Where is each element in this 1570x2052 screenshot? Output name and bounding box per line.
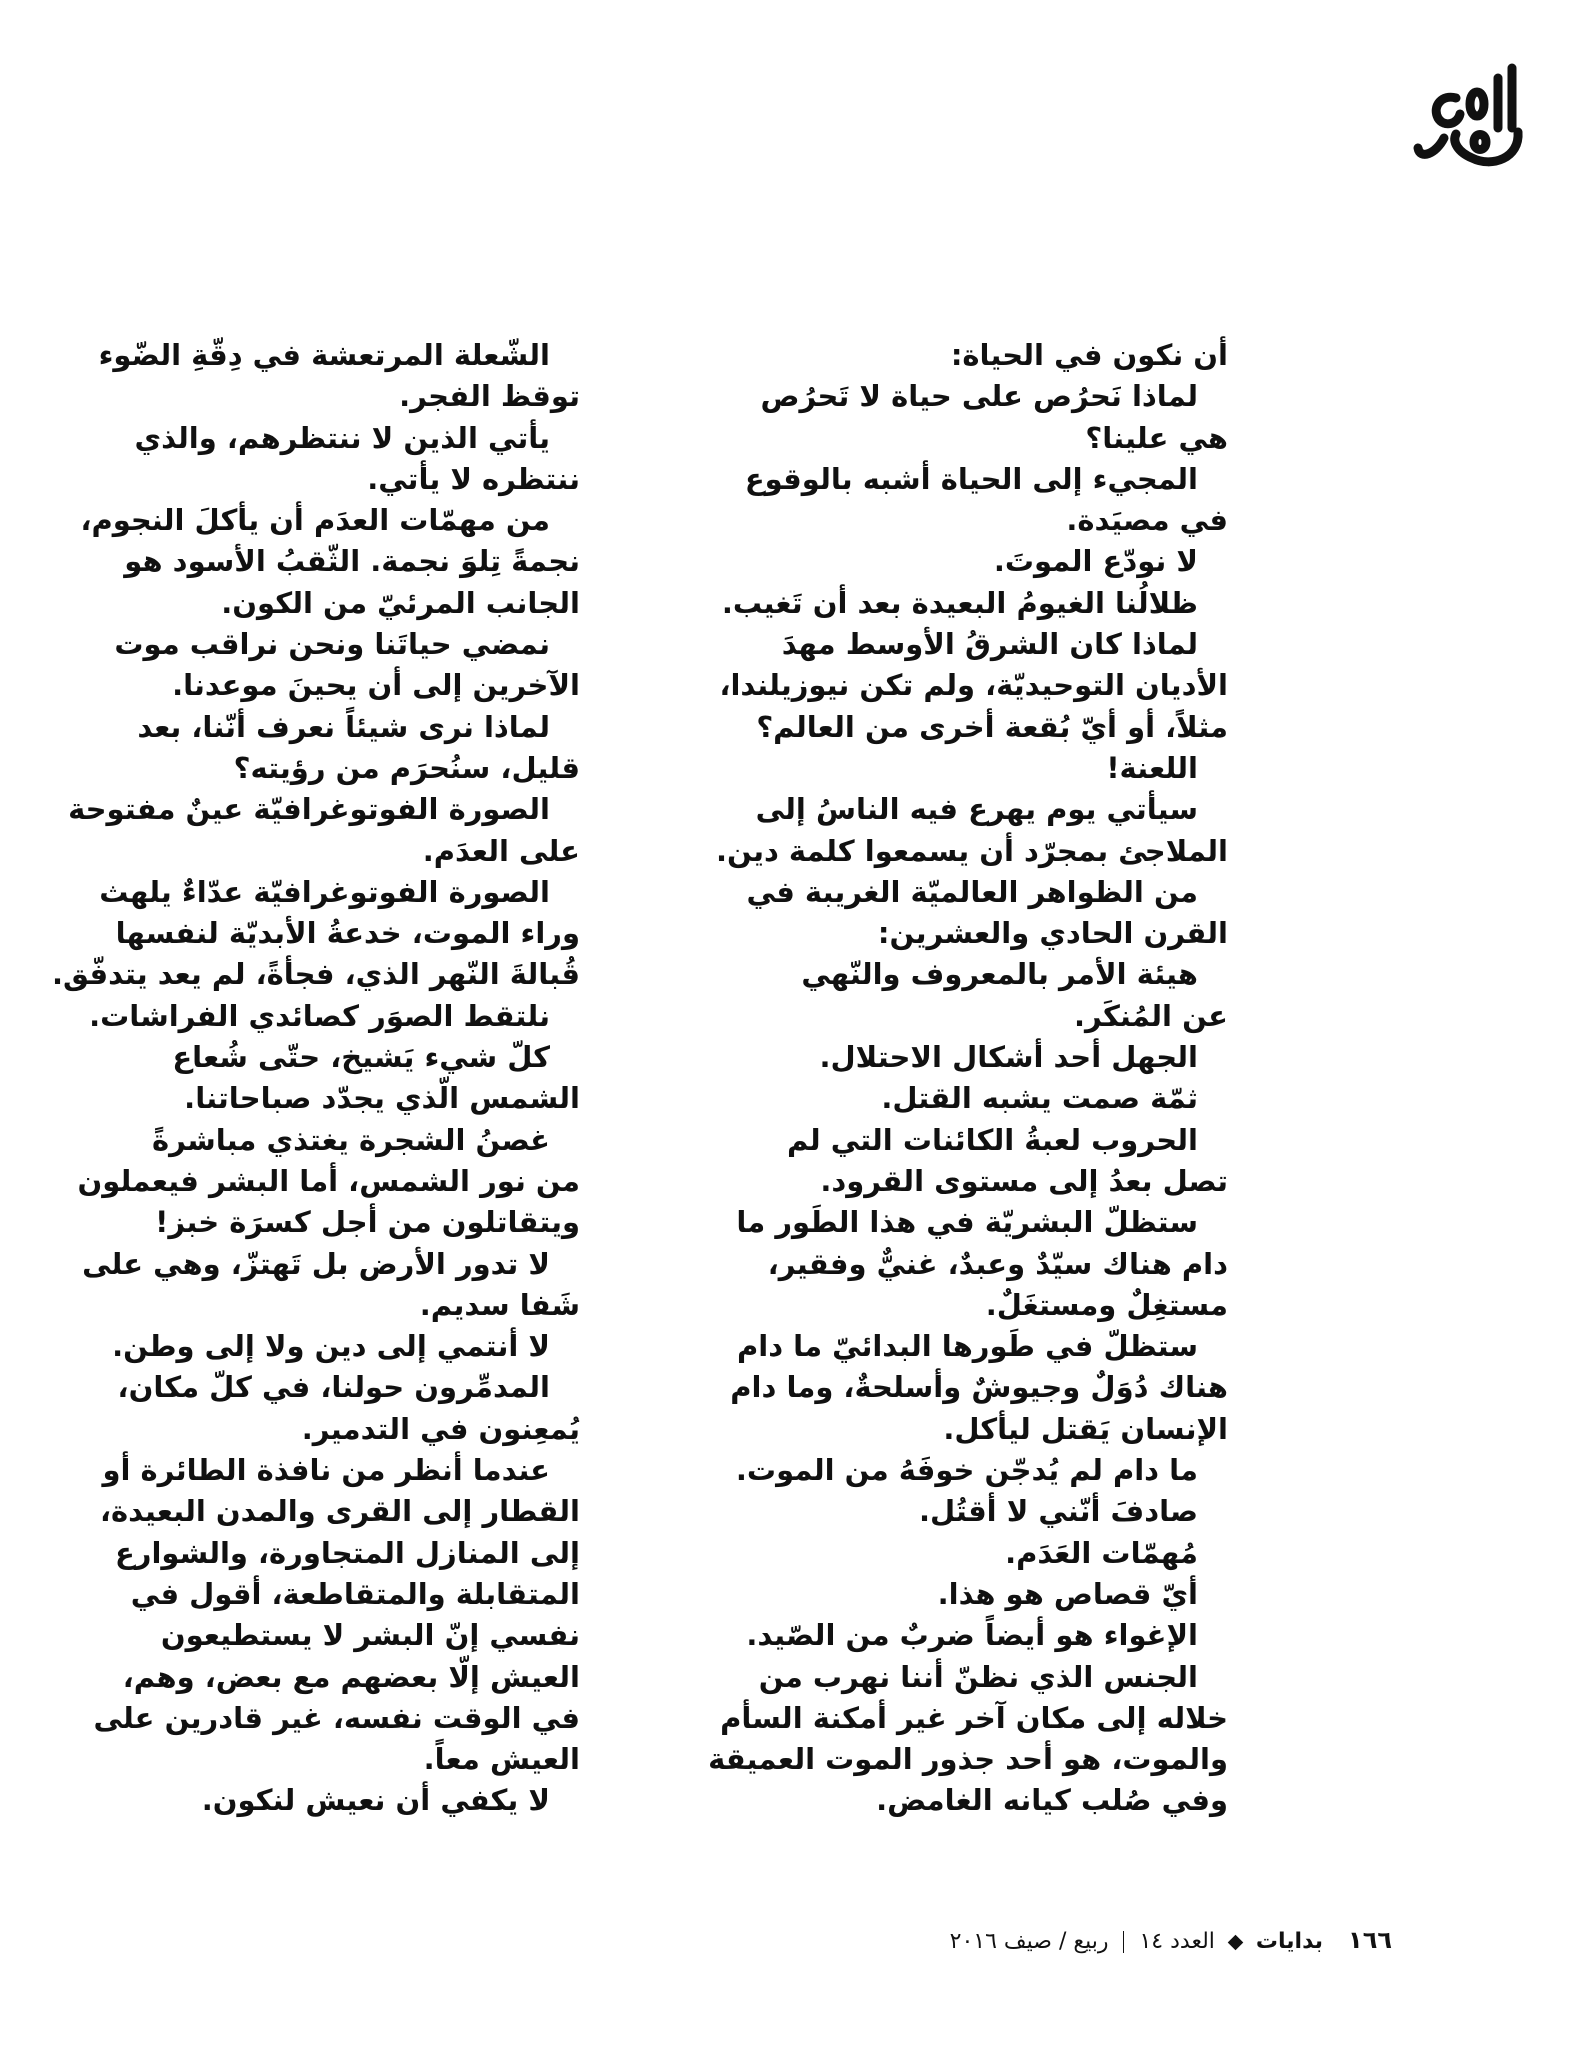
text-line: ما دام لم يُدجّن خوفَهُ من الموت. xyxy=(735,1453,1198,1488)
text-line: عن المُنكَر. xyxy=(1073,998,1228,1033)
issue-label: العدد ١٤ xyxy=(1139,1929,1215,1954)
text-line: المدمِّرون حولنا، في كلّ مكان، xyxy=(117,1370,550,1405)
diamond-separator-icon xyxy=(1228,1934,1244,1950)
season-label: ربيع / صيف ٢٠١٦ xyxy=(949,1929,1109,1954)
text-line: مُهمّات العَدَم. xyxy=(1005,1535,1198,1570)
text-line: شَفا سديم. xyxy=(419,1287,580,1322)
divider xyxy=(1123,1931,1124,1953)
page-footer xyxy=(900,1926,1392,1954)
text-line: من نور الشمس، أما البشر فيعملون xyxy=(77,1163,580,1198)
text-line: ستظلّ في طَورها البدائيّ ما دام xyxy=(737,1329,1198,1364)
text-line: الجانب المرئيّ من الكون. xyxy=(221,585,580,620)
text-line: يُمعِنون في التدمير. xyxy=(301,1411,580,1446)
text-line: الأديان التوحيديّة، ولم تكن نيوزيلندا، xyxy=(719,668,1228,703)
text-line: والموت، هو أحد جذور الموت العميقة xyxy=(708,1742,1228,1777)
page-number: ١٦٦ xyxy=(1348,1926,1392,1954)
text-line: الصورة الفوتوغرافيّة عينٌ مفتوحة xyxy=(68,792,550,827)
text-line: ظلالُنا الغيومُ البعيدة بعد أن تَغيب. xyxy=(721,585,1198,620)
text-line: في مصيَدة. xyxy=(1066,503,1228,538)
text-line: العيش معاً. xyxy=(423,1742,580,1777)
text-line: تصل بعدُ إلى مستوى القرود. xyxy=(820,1163,1228,1198)
text-line: من مهمّات العدَم أن يأكلَ النجوم، xyxy=(80,503,550,538)
text-line: خلاله إلى مكان آخر غير أمكنة السأم xyxy=(720,1700,1228,1735)
text-line: لماذا نرى شيئاً نعرف أنّنا، بعد xyxy=(137,709,550,744)
text-line: عندما أنظر من نافذة الطائرة أو xyxy=(102,1453,550,1488)
text-line: مستغِلٌ ومستغَلٌ. xyxy=(985,1287,1228,1322)
text-line: الإغواء هو أيضاً ضربٌ من الصّيد. xyxy=(746,1618,1198,1653)
text-line: القرن الحادي والعشرين: xyxy=(877,916,1228,951)
text-line: يأتي الذين لا ننتظرهم، والذي xyxy=(134,420,550,455)
text-line: على العدَم. xyxy=(422,833,580,868)
text-line: أن نكون في الحياة: xyxy=(950,338,1228,372)
text-line: لماذا نَحرُص على حياة لا تَحرُص xyxy=(760,379,1198,414)
text-line: أيّ قصاص هو هذا. xyxy=(937,1576,1198,1611)
text-line: ننتظره لا يأتي. xyxy=(367,461,580,496)
text-line: هيئة الأمر بالمعروف والنّهي xyxy=(801,957,1198,992)
text-line: قُبالةَ النّهر الذي، فجأةً، لم يعد يتدفّق. xyxy=(52,957,580,992)
text-line: نمضي حياتَنا ونحن نراقب موت xyxy=(114,627,550,662)
text-line: القطار إلى القرى والمدن البعيدة، xyxy=(100,1494,580,1529)
text-line: لا تدور الأرض بل تَهتزّ، وهي على xyxy=(82,1246,550,1281)
text-line: مثلاً، أو أيّ بُقعة أخرى من العالم؟ xyxy=(756,709,1228,744)
text-line: اللعنة! xyxy=(1106,750,1198,785)
text-line: الجهل أحد أشكال الاحتلال. xyxy=(819,1040,1198,1075)
text-line: لا يكفي أن نعيش لنكون. xyxy=(201,1783,550,1818)
text-line: الصورة الفوتوغرافيّة عدّاءٌ يلهث xyxy=(99,874,550,909)
text-line: هناك دُوَلٌ وجيوشٌ وأسلحةٌ، وما دام xyxy=(730,1370,1228,1405)
text-line: نلتقط الصوَر كصائدي الفراشات. xyxy=(89,998,550,1033)
text-line: الجنس الذي نظنّ أننا نهرب من xyxy=(758,1659,1198,1694)
text-line: لا أنتمي إلى دين ولا إلى وطن. xyxy=(112,1329,550,1364)
text-line: المجيء إلى الحياة أشبه بالوقوع xyxy=(744,461,1198,496)
text-line: صادفَ أنّني لا أقتُل. xyxy=(918,1494,1198,1529)
text-line: الإنسان يَقتل ليأكل. xyxy=(943,1411,1228,1446)
text-line: لا نودّع الموتَ. xyxy=(993,544,1198,579)
text-line: كلّ شيء يَشيخ، حتّى شُعاع xyxy=(172,1040,550,1075)
text-line: نجمةً تِلوَ نجمة. الثّقبُ الأسود هو xyxy=(124,544,580,579)
magazine-name: بدايات xyxy=(1255,1929,1324,1954)
text-line: هي علينا؟ xyxy=(1085,420,1228,455)
text-line: غصنُ الشجرة يغتذي مباشرةً xyxy=(152,1122,550,1157)
text-line: الشّعلة المرتعشة في دِقّةِ الضّوء xyxy=(98,338,550,372)
text-line: من الظواهر العالميّة الغريبة في xyxy=(746,874,1198,909)
text-line: وفي صُلب كيانه الغامض. xyxy=(876,1783,1228,1818)
text-line: العيش إلّا بعضهم مع بعض، وهم، xyxy=(122,1659,580,1694)
text-line: دام هناك سيّدٌ وعبدٌ، غنيٌّ وفقير، xyxy=(767,1246,1228,1281)
text-line: نفسي إنّ البشر لا يستطيعون xyxy=(160,1618,580,1653)
text-line: المتقابلة والمتقاطعة، أقول في xyxy=(130,1576,580,1611)
text-line: ثمّة صمت يشبه القتل. xyxy=(881,1081,1198,1116)
text-line: وراء الموت، خدعةُ الأبديّة لنفسها xyxy=(115,916,580,951)
right-text-column xyxy=(708,335,1228,1822)
nun-wal-qalam-logo-icon xyxy=(1412,58,1532,176)
text-line: الحروب لعبةُ الكائنات التي لم xyxy=(787,1122,1198,1157)
text-line: إلى المنازل المتجاورة، والشوارع xyxy=(114,1535,580,1570)
text-line: الآخرين إلى أن يحينَ موعدنا. xyxy=(172,668,580,703)
text-line: سيأتي يوم يهرع فيه الناسُ إلى xyxy=(755,792,1198,827)
text-line: الملاجئ بمجرّد أن يسمعوا كلمة دين. xyxy=(715,833,1228,868)
text-line: ويتقاتلون من أجل كسرَة خبز! xyxy=(155,1205,580,1240)
text-line: قليل، سنُحرَم من رؤيته؟ xyxy=(233,750,580,785)
text-line: في الوقت نفسه، غير قادرين على xyxy=(93,1700,580,1735)
text-line: توقظ الفجر. xyxy=(399,379,580,414)
text-line: لماذا كان الشرقُ الأوسط مهدَ xyxy=(781,627,1198,662)
text-line: ستظلّ البشريّة في هذا الطَور ما xyxy=(736,1205,1198,1240)
text-line: الشمس الّذي يجدّد صباحاتنا. xyxy=(184,1081,580,1116)
left-text-column xyxy=(52,335,580,1822)
